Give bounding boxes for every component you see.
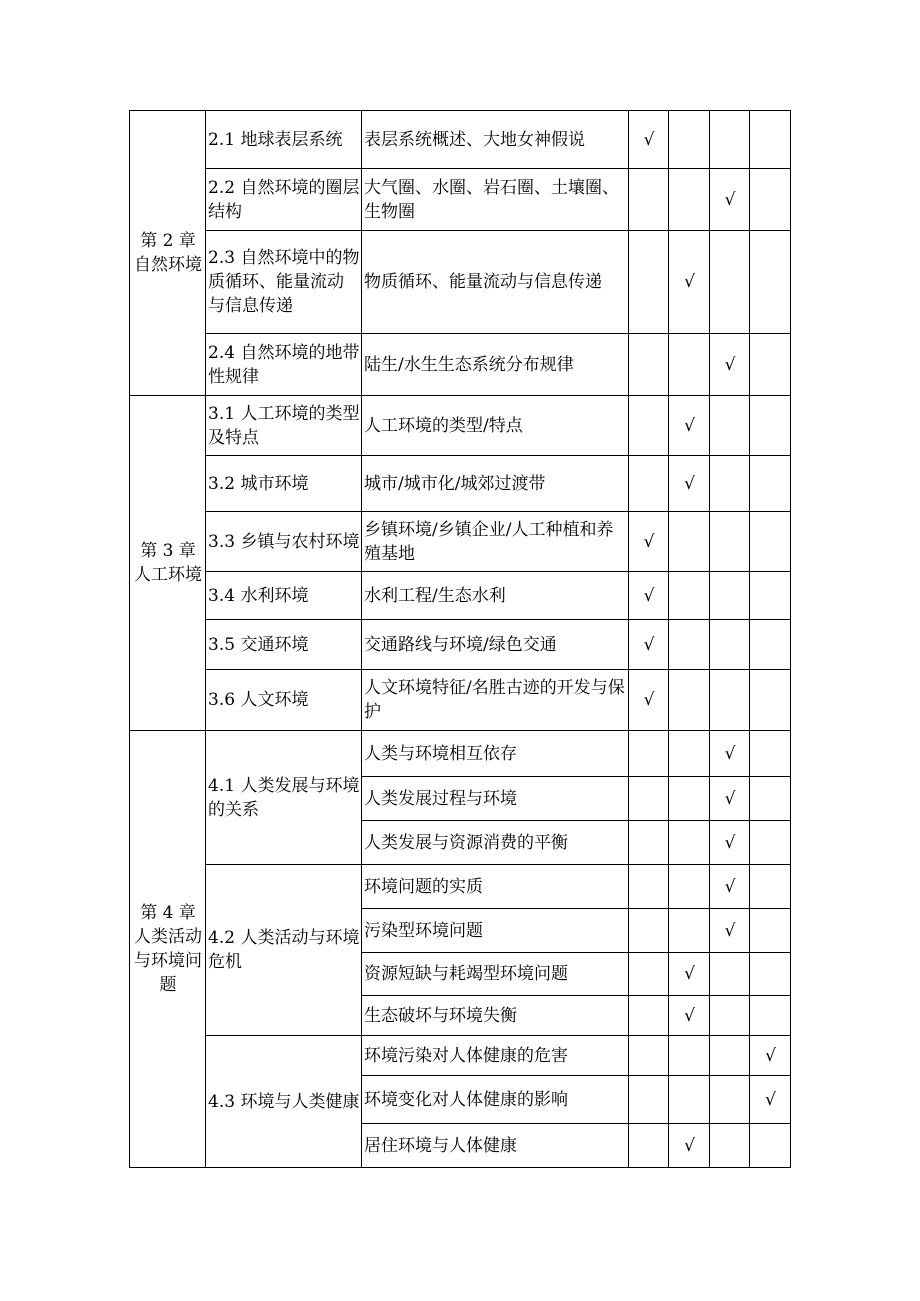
check-mark-icon: √ <box>724 354 736 375</box>
mark-cell-4 <box>750 111 791 169</box>
content-cell: 交通路线与环境/绿色交通 <box>362 620 629 670</box>
table-row <box>130 865 791 909</box>
table-row <box>130 731 791 777</box>
check-mark-icon: √ <box>684 1135 695 1156</box>
course-outline-table <box>129 110 791 1168</box>
mark-cell-4 <box>750 821 791 865</box>
section-cell: 3.5 交通环境 <box>206 620 362 670</box>
mark-cell-4 <box>750 231 791 334</box>
table-row <box>130 334 791 396</box>
mark-cell-1 <box>629 731 669 777</box>
content-cell: 居住环境与人体健康 <box>362 1124 629 1168</box>
table-row <box>130 231 791 334</box>
mark-cell-1 <box>629 456 669 512</box>
mark-cell-2 <box>669 456 710 512</box>
content-cell: 人工环境的类型/特点 <box>362 396 629 456</box>
mark-cell-3 <box>710 1076 750 1124</box>
mark-cell-1 <box>629 620 669 670</box>
table-row <box>130 111 791 169</box>
check-mark-icon: √ <box>684 272 695 292</box>
mark-cell-2 <box>669 512 710 572</box>
mark-cell-1 <box>629 231 669 334</box>
section-cell: 2.2 自然环境的圈层结构 <box>206 169 362 231</box>
table-body <box>130 111 791 1168</box>
mark-cell-1 <box>629 821 669 865</box>
mark-cell-1 <box>629 953 669 996</box>
mark-cell-2 <box>669 731 710 777</box>
check-mark-icon: √ <box>684 1005 695 1026</box>
mark-cell-3 <box>710 620 750 670</box>
mark-cell-3 <box>710 572 750 620</box>
mark-cell-4 <box>750 456 791 512</box>
mark-cell-1 <box>629 512 669 572</box>
mark-cell-4 <box>750 953 791 996</box>
mark-cell-1 <box>629 865 669 909</box>
mark-cell-3 <box>710 334 750 396</box>
mark-cell-4 <box>750 909 791 953</box>
mark-cell-1 <box>629 1036 669 1076</box>
section-cell: 3.1 人工环境的类型及特点 <box>206 396 362 456</box>
mark-cell-3 <box>710 169 750 231</box>
mark-cell-1 <box>629 670 669 731</box>
table-row <box>130 456 791 512</box>
content-cell: 环境污染对人体健康的危害 <box>362 1036 629 1076</box>
check-mark-icon: √ <box>724 876 736 897</box>
check-mark-icon: √ <box>724 920 736 941</box>
mark-cell-1 <box>629 777 669 821</box>
mark-cell-4 <box>750 620 791 670</box>
check-mark-icon: √ <box>724 189 736 210</box>
section-cell: 3.6 人文环境 <box>206 670 362 731</box>
mark-cell-4 <box>750 1076 791 1124</box>
mark-cell-1 <box>629 334 669 396</box>
mark-cell-2 <box>669 620 710 670</box>
table-row <box>130 1036 791 1076</box>
check-mark-icon: √ <box>684 473 695 494</box>
mark-cell-4 <box>750 1036 791 1076</box>
mark-cell-3 <box>710 670 750 731</box>
section-cell: 4.3 环境与人类健康 <box>206 1036 362 1168</box>
section-cell: 2.4 自然环境的地带性规律 <box>206 334 362 396</box>
check-mark-icon: √ <box>684 964 695 984</box>
mark-cell-3 <box>710 512 750 572</box>
content-cell: 物质循环、能量流动与信息传递 <box>362 231 629 334</box>
mark-cell-4 <box>750 777 791 821</box>
table-row <box>130 620 791 670</box>
mark-cell-2 <box>669 396 710 456</box>
content-cell: 污染型环境问题 <box>362 909 629 953</box>
section-cell: 3.3 乡镇与农村环境 <box>206 512 362 572</box>
mark-cell-3 <box>710 821 750 865</box>
section-cell: 2.3 自然环境中的物质循环、能量流动与信息传递 <box>206 231 362 334</box>
mark-cell-1 <box>629 996 669 1036</box>
mark-cell-1 <box>629 909 669 953</box>
check-mark-icon: √ <box>643 129 655 150</box>
check-mark-icon: √ <box>643 690 655 710</box>
content-cell: 人文环境特征/名胜古迹的开发与保护 <box>362 670 629 731</box>
check-mark-icon: √ <box>765 1089 776 1110</box>
mark-cell-4 <box>750 670 791 731</box>
chapter-cell: 第 4 章人类活动与环境问题 <box>130 731 206 1168</box>
mark-cell-2 <box>669 1076 710 1124</box>
mark-cell-4 <box>750 572 791 620</box>
table-row <box>130 169 791 231</box>
mark-cell-4 <box>750 396 791 456</box>
section-cell: 3.2 城市环境 <box>206 456 362 512</box>
mark-cell-4 <box>750 865 791 909</box>
content-cell: 大气圈、水圈、岩石圈、土壤圈、生物圈 <box>362 169 629 231</box>
content-cell: 生态破坏与环境失衡 <box>362 996 629 1036</box>
mark-cell-1 <box>629 572 669 620</box>
section-cell: 4.1 人类发展与环境的关系 <box>206 731 362 865</box>
content-cell: 环境问题的实质 <box>362 865 629 909</box>
mark-cell-2 <box>669 953 710 996</box>
mark-cell-3 <box>710 909 750 953</box>
mark-cell-2 <box>669 865 710 909</box>
table-row <box>130 396 791 456</box>
mark-cell-4 <box>750 512 791 572</box>
section-cell: 4.2 人类活动与环境危机 <box>206 865 362 1036</box>
mark-cell-1 <box>629 1076 669 1124</box>
check-mark-icon: √ <box>643 531 655 552</box>
content-cell: 人类发展与资源消费的平衡 <box>362 821 629 865</box>
check-mark-icon: √ <box>765 1045 776 1066</box>
mark-cell-2 <box>669 111 710 169</box>
mark-cell-2 <box>669 1036 710 1076</box>
mark-cell-4 <box>750 169 791 231</box>
check-mark-icon: √ <box>684 415 695 436</box>
mark-cell-3 <box>710 111 750 169</box>
section-cell: 3.4 水利环境 <box>206 572 362 620</box>
mark-cell-3 <box>710 865 750 909</box>
chapter-cell: 第 3 章人工环境 <box>130 396 206 731</box>
check-mark-icon: √ <box>724 743 736 764</box>
content-cell: 人类发展过程与环境 <box>362 777 629 821</box>
table-row <box>130 512 791 572</box>
content-cell: 乡镇环境/乡镇企业/人工种植和养殖基地 <box>362 512 629 572</box>
content-cell: 陆生/水生生态系统分布规律 <box>362 334 629 396</box>
check-mark-icon: √ <box>643 585 655 606</box>
mark-cell-1 <box>629 111 669 169</box>
check-mark-icon: √ <box>724 788 736 809</box>
mark-cell-2 <box>669 169 710 231</box>
content-cell: 资源短缺与耗竭型环境问题 <box>362 953 629 996</box>
mark-cell-2 <box>669 777 710 821</box>
content-cell: 人类与环境相互依存 <box>362 731 629 777</box>
check-mark-icon: √ <box>643 634 655 655</box>
mark-cell-3 <box>710 953 750 996</box>
mark-cell-4 <box>750 731 791 777</box>
mark-cell-2 <box>669 670 710 731</box>
mark-cell-1 <box>629 396 669 456</box>
mark-cell-3 <box>710 1124 750 1168</box>
mark-cell-3 <box>710 231 750 334</box>
mark-cell-2 <box>669 1124 710 1168</box>
mark-cell-2 <box>669 821 710 865</box>
mark-cell-4 <box>750 334 791 396</box>
mark-cell-3 <box>710 1036 750 1076</box>
mark-cell-2 <box>669 909 710 953</box>
mark-cell-2 <box>669 996 710 1036</box>
content-cell: 城市/城市化/城郊过渡带 <box>362 456 629 512</box>
mark-cell-4 <box>750 1124 791 1168</box>
mark-cell-2 <box>669 334 710 396</box>
mark-cell-1 <box>629 169 669 231</box>
mark-cell-4 <box>750 996 791 1036</box>
chapter-cell: 第 2 章自然环境 <box>130 111 206 396</box>
mark-cell-3 <box>710 777 750 821</box>
mark-cell-2 <box>669 572 710 620</box>
mark-cell-3 <box>710 731 750 777</box>
table-row <box>130 670 791 731</box>
mark-cell-1 <box>629 1124 669 1168</box>
content-cell: 表层系统概述、大地女神假说 <box>362 111 629 169</box>
mark-cell-2 <box>669 231 710 334</box>
content-cell: 水利工程/生态水利 <box>362 572 629 620</box>
section-cell: 2.1 地球表层系统 <box>206 111 362 169</box>
mark-cell-3 <box>710 996 750 1036</box>
mark-cell-3 <box>710 396 750 456</box>
check-mark-icon: √ <box>724 832 736 853</box>
content-cell: 环境变化对人体健康的影响 <box>362 1076 629 1124</box>
table-row <box>130 572 791 620</box>
mark-cell-3 <box>710 456 750 512</box>
